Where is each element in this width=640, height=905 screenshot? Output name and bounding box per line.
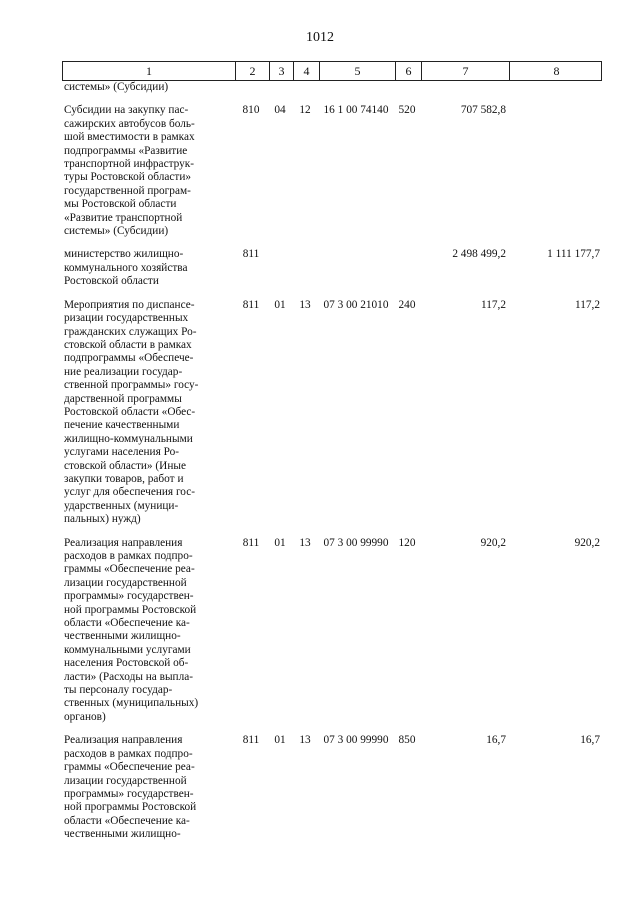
row-amount-1: 707 582,8 xyxy=(460,104,506,117)
row-target-article: 16 1 00 74140 xyxy=(323,104,389,117)
header-col-4: 4 xyxy=(293,62,319,80)
budget-table xyxy=(62,61,602,852)
row-subsection: 13 xyxy=(299,298,311,311)
row-amount-1: 2 498 499,2 xyxy=(452,248,506,261)
row-amount-2 xyxy=(508,104,602,238)
row-target-article xyxy=(318,81,394,94)
row-subsection: 13 xyxy=(299,734,311,747)
row-target-article: 07 3 00 99990 xyxy=(323,536,389,549)
row-expense-type: 520 xyxy=(398,104,416,117)
row-section: 01 xyxy=(274,536,286,549)
row-expense-type: 850 xyxy=(398,734,416,747)
header-col-7: 7 xyxy=(421,62,509,80)
header-col-6: 6 xyxy=(395,62,421,80)
header-col-5: 5 xyxy=(319,62,395,80)
table-header xyxy=(62,61,602,81)
row-subsection: 12 xyxy=(299,104,311,117)
row-subsection xyxy=(292,81,318,94)
row-subsection xyxy=(292,248,318,288)
row-section xyxy=(268,248,292,288)
row-expense-type: 240 xyxy=(398,298,416,311)
row-amount-2: 16,7 xyxy=(580,734,600,747)
header-col-1: 1 xyxy=(146,64,152,78)
row-target-article: 07 3 00 99990 xyxy=(323,734,389,747)
row-expense-type xyxy=(394,248,420,288)
row-code: 810 xyxy=(242,104,260,117)
header-col-2: 2 xyxy=(235,62,269,80)
row-amount-1: 117,2 xyxy=(481,298,506,311)
row-amount-1 xyxy=(420,81,508,94)
row-description: Реализация направления расходов в рамках подпро- граммы «Обеспечение реа- лизации государственной программы» государствен- ной программы Ростовской области «Обеспечение ка- чественными жилищно- xyxy=(64,734,197,841)
page-number: 1012 xyxy=(306,30,334,45)
row-description: Субсидии на закупку пас- сажирских автобусов боль- шой вместимости в рамках подпрограммы «Развитие транспортной инфраструк- туры Ростовской области» государственной програм- мы Ростовской области «Развитие транспортной системы» (Субсидии) xyxy=(64,104,195,238)
row-code: 811 xyxy=(242,298,260,311)
row-description: Реализация направления расходов в рамках подпро- граммы «Обеспечение реа- лизации государственной программы» государствен- ной программы Ростовской области «Обеспечение ка- чественными жилищно- коммунальными услугами населения Ростовской об- ласти» (Расходы на выпла- ты персоналу государ- ственных (муниципальных) органов) xyxy=(64,536,199,723)
table-row xyxy=(62,104,602,238)
row-section: 04 xyxy=(274,104,286,117)
row-code: 811 xyxy=(242,734,260,747)
row-code xyxy=(234,81,268,94)
row-section xyxy=(268,81,292,94)
row-amount-2: 1 111 177,7 xyxy=(547,248,600,261)
row-amount-2 xyxy=(508,81,602,94)
table-row xyxy=(62,299,602,527)
row-section: 01 xyxy=(274,298,286,311)
row-amount-2: 920,2 xyxy=(574,536,600,549)
row-section: 01 xyxy=(274,734,286,747)
header-col-3: 3 xyxy=(269,62,293,80)
header-col-8: 8 xyxy=(509,62,603,80)
table-row xyxy=(62,734,602,841)
table-row xyxy=(62,537,602,725)
row-description: системы» (Субсидии) xyxy=(64,81,169,93)
row-target-article: 07 3 00 21010 xyxy=(323,298,389,311)
row-code: 811 xyxy=(242,248,260,261)
row-target-article xyxy=(318,248,394,288)
row-expense-type xyxy=(394,81,420,94)
row-description: министерство жилищно- коммунального хозяйства Ростовской области xyxy=(64,248,188,288)
table-row xyxy=(62,248,602,288)
row-amount-1: 16,7 xyxy=(486,734,506,747)
row-amount-2: 117,2 xyxy=(575,298,600,311)
row-amount-1: 920,2 xyxy=(480,536,506,549)
row-expense-type: 120 xyxy=(398,536,416,549)
row-description: Мероприятия по диспансе- ризации государственных гражданских служащих Ро- стовской области в рамках подпрограммы «Обеспече- ние реализации государ- ственной программы» госу- дарственной программы Ростовской области «Обес- печение качественными жилищно-коммунальными услугами населения Ро- стовской области» (Иные закупки товаров, работ и услуг для обеспечения гос- ударственных (муници- пальных) нужд) xyxy=(64,298,199,526)
table-row xyxy=(62,81,602,94)
row-code: 811 xyxy=(242,536,260,549)
row-subsection: 13 xyxy=(299,536,311,549)
